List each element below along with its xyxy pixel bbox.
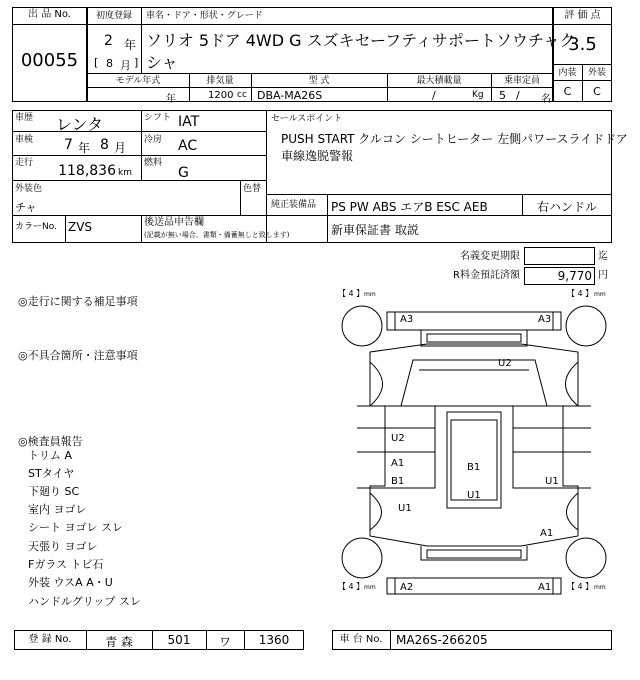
grade-label: 評 価 点 (564, 10, 601, 21)
first-reg-label: 初度登録 (95, 11, 132, 21)
capacity-sep: / (516, 89, 520, 102)
color-no-label: カラーNo. (15, 222, 57, 232)
history-value: レンタ (56, 115, 103, 134)
handle-side: 右ハンドル (536, 200, 597, 214)
inspector-item: 天張り ヨゴレ (28, 540, 98, 553)
chassis-label: 車 台 No. (339, 634, 383, 645)
color-change-label: 色替 (243, 184, 262, 194)
selling-points-line2: 車線逸脱警報 (281, 149, 354, 163)
name-change-box (524, 247, 595, 265)
capacity-unit: 名 (541, 94, 551, 105)
damage-hood: U2 (498, 358, 512, 369)
displacement: 1200 (208, 90, 234, 101)
tire-depth-rear-right: 【 4 】 (567, 582, 594, 591)
grade-score: 3.5 (568, 34, 597, 55)
damage-left-door-front: A1 (391, 458, 405, 469)
damage-left-front-fender: U2 (391, 433, 405, 444)
exterior-label: 外装 (587, 68, 606, 78)
selling-points-label: セールスポイント (271, 114, 343, 124)
name-change-unit: 迄 (598, 251, 608, 262)
registration-kana: ワ (218, 635, 231, 649)
tire-depth-front-left: 【 4 】 (338, 289, 365, 298)
inspector-item: 室内 ヨゴレ (28, 503, 87, 516)
recycle-unit: 円 (598, 270, 608, 281)
mileage-unit: km (118, 168, 132, 178)
tire-depth-unit: mm (364, 291, 376, 298)
inspector-report-label: ◎検査員報告 (18, 435, 83, 448)
inspector-item: STタイヤ (28, 467, 75, 480)
tire-depth-rear-left: 【 4 】 (338, 582, 365, 591)
first-reg-year-unit: 年 (124, 38, 137, 52)
selling-points-line1: PUSH START クルコン シートヒーター 左側パワースライドドア (281, 132, 628, 146)
shift-label: シフト (144, 113, 172, 123)
chassis-number: MA26S-266205 (396, 633, 488, 647)
interior-grade: C (563, 85, 572, 98)
type-label: 型 式 (308, 76, 330, 86)
inspector-item: シート ヨゴレ スレ (28, 521, 123, 534)
tire-depth-unit: mm (364, 584, 376, 591)
car-name-label: 車名・ドア・形状・グレード (146, 11, 263, 21)
inspection-year: 7 (64, 137, 73, 153)
inspector-item: トリム A (28, 449, 73, 462)
defects-label: ◎不具合箇所・注意事項 (18, 349, 138, 362)
registration-class: 501 (167, 633, 191, 647)
damage-left-rear: U1 (398, 503, 412, 514)
damage-left-door-rear: B1 (391, 476, 405, 487)
damage-rear-bumper-right: A1 (538, 582, 552, 593)
max-load-sep: / (432, 89, 436, 102)
displacement-label: 排気量 (206, 76, 234, 86)
damage-rear-bumper-left: A2 (400, 582, 414, 593)
ext-color-label: 外装色 (15, 184, 43, 194)
tire-depth-unit: mm (594, 291, 606, 298)
interior-label: 内装 (558, 68, 577, 78)
warranty-value: 新車保証書 取説 (331, 223, 419, 237)
inspection-month: 8 (100, 137, 109, 153)
car-damage-diagram (335, 288, 613, 612)
damage-right-rear: A1 (540, 528, 554, 539)
max-load-label: 最大積載量 (416, 76, 462, 86)
history-label: 車歴 (15, 113, 34, 123)
registration-label: 登 録 No. (28, 634, 72, 645)
name-change-label: 名義変更期限 (460, 251, 520, 262)
recycle-amount: 9,770 (557, 269, 592, 283)
lot-number-label: 出 品 No. (28, 9, 71, 20)
first-reg-month: 8 (106, 57, 113, 70)
inspection-label: 車検 (15, 135, 34, 145)
registration-area: 青 森 (105, 635, 133, 649)
damage-front-left: A3 (400, 314, 414, 325)
inspector-item: ハンドルグリップ スレ (28, 595, 141, 608)
car-name-line1: ソリオ 5ドア 4WD G スズキセーフティサポートソウチャク (146, 31, 576, 50)
max-load-unit: Kg (472, 90, 484, 100)
first-reg-month-unit: 月 (120, 59, 131, 72)
cooler-label: 冷房 (144, 135, 163, 145)
inspector-item: Fガラス トビ石 (28, 558, 104, 571)
car-name-line2: シャ (146, 53, 178, 72)
model-year-label: モデル年式 (115, 76, 161, 86)
inspection-month-unit: 月 (114, 141, 127, 155)
capacity: 5 (499, 89, 506, 102)
mileage-label: 走行 (15, 158, 34, 168)
fuel-label: 燃料 (144, 158, 163, 168)
tire-depth-unit: mm (594, 584, 606, 591)
equipment-value: PS PW ABS エアB ESC AEB (331, 200, 488, 214)
color-no-value: ZVS (68, 220, 93, 234)
displacement-unit: cc (237, 90, 247, 100)
ext-color-value: チャ (15, 201, 37, 214)
inspector-item: 下廻り SC (28, 485, 80, 498)
inspection-year-unit: 年 (78, 141, 91, 155)
exterior-grade: C (593, 85, 601, 98)
mileage-value: 118,836 (58, 163, 116, 179)
recycle-label: R料金預託済額 (453, 270, 520, 281)
first-reg-year: 2 (104, 33, 113, 49)
shift-value: IAT (178, 114, 200, 130)
post-doc-note: (記載が無い場合、書類・備蓄無しと致します) (144, 231, 290, 239)
damage-roof-1: B1 (467, 462, 481, 473)
equipment-label: 純正装備品 (271, 200, 317, 210)
capacity-label: 乗車定員 (503, 76, 540, 86)
cooler-value: AC (178, 138, 198, 154)
model-year-unit: 年 (166, 94, 176, 105)
damage-roof-2: U1 (467, 490, 481, 501)
lot-number: 00055 (20, 50, 79, 71)
damage-front-right: A3 (538, 314, 552, 325)
damage-right-side: U1 (545, 476, 559, 487)
registration-number: 1360 (258, 633, 290, 647)
post-doc-label: 後送品申告欄 (144, 217, 204, 228)
tire-depth-front-right: 【 4 】 (567, 289, 594, 298)
fuel-value: G (178, 165, 189, 181)
inspector-item: 外装 ウスA A・U (28, 576, 113, 589)
driving-notes-label: ◎走行に関する補足事項 (18, 295, 138, 308)
vehicle-type: DBA-MA26S (257, 89, 323, 102)
